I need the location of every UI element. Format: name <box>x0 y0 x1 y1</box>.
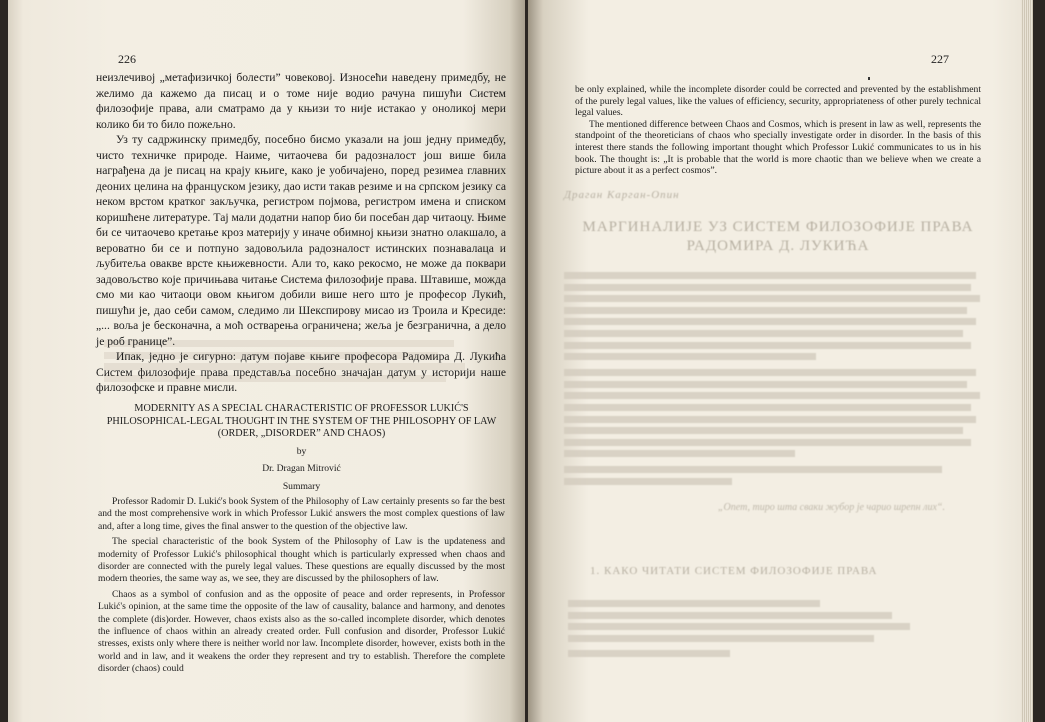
cyrillic-text-block <box>96 70 506 396</box>
bleed-line <box>568 623 910 630</box>
bleed-line <box>564 439 971 446</box>
bleed-line <box>568 600 820 607</box>
bleed-line <box>564 342 971 349</box>
bleed-line <box>568 650 730 657</box>
show-through-section-heading: 1. КАКО ЧИТАТИ СИСТЕМ ФИЛОЗОФИЈЕ ПРАВА <box>590 565 878 577</box>
bleed-line <box>564 404 971 411</box>
bleed-line <box>564 369 976 376</box>
show-through-author: Драган Карган-Опин <box>564 189 680 201</box>
summary-author: Dr. Dragan Mitrović <box>262 463 341 475</box>
page-number-left: 226 <box>118 52 136 66</box>
ink-mark <box>868 77 870 80</box>
bleed-line <box>564 318 976 325</box>
right-text-block <box>575 84 981 177</box>
bleed-line <box>564 392 980 399</box>
left-page <box>8 0 525 722</box>
cyrillic-paragraph-2: Уз ту садржинску примедбу, посебно бисмо указали на још једну примедбу, чисто техничке природе. Наиме, читаочева би радозналост још више била награђена да је писац на крају књиге, како је уобичајено, поред резимеа главних деоних целина на француском језику, дао исти такав резиме и на српском језику са неком врстом кратког закључка, регистром појмова, регистром имена и списком коришћене литературе. Тај мали додатни напор био би посебан дар читаоцу. Њиме би се читаочево кретање кроз материју у иначе обимној књизи знатно олакшало, а вероватно би се и потпуно задовољила радозналост истинских познавалаца и љубитеља овакве врсте књижевности. Али то, како рекосмо, не може да поквари задовољство које причињава читање Система филозофије права. Штавише, можда смо ми као читаоци овом књигом добили више него што је професор Лукић, пишући је, дао себи самом, следимо ли Шекспирову мисао из Троила и Кресиде: „... воља је бесконачна, а моћ остварења ограничена; жеља је безгранична, а дело је роб границе”. <box>96 133 506 348</box>
page-number-right: 227 <box>931 52 949 66</box>
bleed-line <box>564 450 795 457</box>
bleed-line <box>564 478 732 485</box>
cyrillic-paragraph-3: Ипак, једно је сигурно: датум појаве књиге професора Радомира Д. Лукића Систем филозофије права представља посебно значајан датум у историји наше филозофске и правне мисли. <box>96 350 506 394</box>
cyrillic-paragraph-1: неизлечивој „метафизичкој болести” човековој. Износећи наведену примедбу, не желимо да кажемо да писац и о томе није водио рачуна пишући Систем филозофије права, али сматрамо да у књизи то није истакао у оноликој мери колико би то било пожељно. <box>96 71 506 131</box>
bleed-line <box>564 284 971 291</box>
summary-heading: Summary <box>282 480 321 492</box>
bleed-line <box>564 307 967 314</box>
summary-paragraph-2: The special characteristic of the book System of the Philosophy of Law is the updateness and modernity of Professor Lukić's philosophical thought which is particularly expressed when chaos and disorder are connected with the purely legal values. These questions are equally discussed by the most modern theories, the same way as, we see, they are discussed by the philosophers of law. <box>98 536 505 585</box>
bleed-line <box>564 272 976 279</box>
summary-paragraph-1: Professor Radomir D. Lukić's book System of the Philosophy of Law certainly presents so far the best and the most comprehensive work in which Professor Lukić answers the most complex questions of law and, after a long time, gives the final answer to the question of the objective law. <box>98 496 505 532</box>
summary-paragraph-3: Chaos as a symbol of confusion and as the opposite of peace and order represents, in Professor Lukić's opinion, at the same time the opposite of the law of causality, balance and harmony, and denotes the complete (dis)order. However, chaos exists also as the so-called incomplete disorder, which denotes the influence of chaos within an already created order. Full confusion and disorder, Professor Lukić stresses, exists only where there is neither world nor law. Incomplete disorder, however, exists both in the world and in law, and it weakens the order they represent and try to establish. Therefore the complete disorder (chaos) could <box>98 588 505 675</box>
page-edges <box>1021 0 1033 722</box>
right-page <box>528 0 1033 722</box>
bleed-line <box>564 330 963 337</box>
english-summary <box>98 403 505 679</box>
bleed-line <box>568 635 874 642</box>
show-through-footer-text <box>568 600 928 661</box>
right-paragraph-2: The mentioned difference between Chaos and Cosmos, which is present in law as well, represents the standpoint of the theoreticians of chaos who specially investigate order in disorder. In the basis of this interest there stands the following important thought which Professor Lukić communicates to us in his book. The thought is: „It is probable that the world is more chaotic than we believe when we create a picture about it as a perfect cosmos”. <box>575 118 981 177</box>
bleed-line <box>564 353 816 360</box>
bleed-line <box>564 427 963 434</box>
bleed-line <box>564 416 976 423</box>
bleed-line <box>568 612 892 619</box>
show-through-quote: „Опет, тиро шта сваки жубор је чарио шрепн лих“. <box>718 502 945 513</box>
show-through-text <box>564 272 984 490</box>
summary-title: MODERNITY AS A SPECIAL CHARACTERISTIC OF PROFESSOR LUKIĆ'S PHILOSOPHICAL-LEGAL THOUGHT IN THE SYSTEM OF THE PHILOSOPHY OF LAW (ORDER, „DISORDER” AND CHAOS) <box>106 403 497 440</box>
bleed-line <box>564 466 942 473</box>
show-through-title: МАРГИНАЛИЈЕ УЗ СИСТЕМ ФИЛОЗОФИЈЕ ПРАВА РАДОМИРА Д. ЛУКИЋА <box>582 219 974 254</box>
bleed-line <box>564 381 967 388</box>
right-paragraph-1: be only explained, while the incomplete disorder could be corrected and prevented by the establishment of the purely legal values, like the values of efficiency, security, appropriateness of other purely technical legal values. <box>575 84 981 119</box>
bleed-line <box>564 295 980 302</box>
by-label: by <box>296 445 307 457</box>
